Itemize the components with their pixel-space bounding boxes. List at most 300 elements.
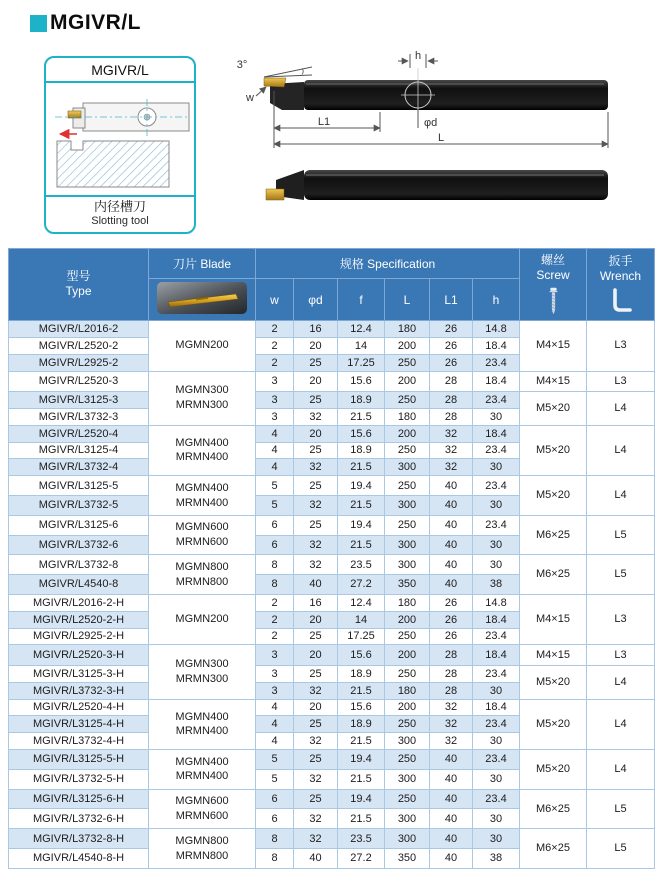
spec-cell: 6 [256,789,294,809]
tool-card-title: MGIVR/L [46,58,194,83]
spec-cell: 23.4 [473,628,520,645]
spec-cell: 25 [294,750,338,770]
screw-cell: M4×15 [520,645,587,665]
spec-cell: 32 [294,555,338,575]
table-row [9,425,655,442]
col-header-d: φd [294,279,338,321]
spec-cell: 4 [256,733,294,750]
type-cell: MGIVR/L3732-5 [9,496,149,516]
screw-cell: M5×20 [520,476,587,516]
type-header-cn: 型号 [66,269,91,284]
dimension-label-d: φd [424,117,438,129]
type-cell: MGIVR/L2520-4 [9,425,149,442]
spec-cell: 250 [385,515,430,535]
wrench-cell: L4 [587,425,655,476]
dimension-label-h: h [414,50,422,62]
type-cell: MGIVR/L4540-8 [9,575,149,595]
spec-cell: 3 [256,391,294,408]
table-row [9,645,655,665]
spec-cell: 300 [385,733,430,750]
spec-cell: 300 [385,459,430,476]
spec-cell: 6 [256,515,294,535]
col-header-h: h [473,279,520,321]
spec-cell: 30 [473,555,520,575]
type-cell: MGIVR/L3732-8 [9,555,149,575]
spec-table-body [9,321,655,869]
tool-card-figure [46,83,194,195]
spec-cell: 40 [430,789,473,809]
type-cell: MGIVR/L2520-3-H [9,645,149,665]
blade-cell: MGMN800 MRMN800 [149,555,256,595]
spec-cell: 23.4 [473,665,520,682]
screw-cell: M5×20 [520,665,587,699]
spec-cell: 180 [385,408,430,425]
spec-cell: 23.4 [473,391,520,408]
spec-cell: 20 [294,337,338,354]
type-cell: MGIVR/L3125-4 [9,442,149,459]
table-row [9,321,655,338]
spec-cell: 8 [256,555,294,575]
spec-cell: 20 [294,611,338,628]
spec-cell: 32 [430,733,473,750]
spec-cell: 23.4 [473,354,520,371]
col-header-blade: 刀片 Blade [149,249,256,279]
blade-cell: MGMN400 MRMN400 [149,476,256,516]
insert-gold-top [264,78,286,87]
spec-cell: 40 [430,575,473,595]
spec-cell: 27.2 [338,848,385,868]
screw-cell: M4×15 [520,371,587,391]
screw-icon [547,287,560,315]
blade-cell: MGMN600 MRMN600 [149,789,256,829]
spec-cell: 5 [256,496,294,516]
spec-cell: 26 [430,628,473,645]
caption-cn: 内径槽刀 [93,198,146,214]
type-cell: MGIVR/L3125-3-H [9,665,149,682]
spec-cell: 20 [294,699,338,716]
type-cell: MGIVR/L3125-6-H [9,789,149,809]
type-cell: MGIVR/L2520-2-H [9,611,149,628]
table-row [9,391,655,408]
spec-cell: 30 [473,829,520,849]
type-cell: MGIVR/L2925-2 [9,354,149,371]
spec-cell: 25 [294,442,338,459]
spec-cell: 40 [430,496,473,516]
spec-cell: 6 [256,535,294,555]
screw-cell: M6×25 [520,789,587,829]
wrench-cell: L4 [587,665,655,699]
type-cell: MGIVR/L3732-6-H [9,809,149,829]
type-header-en: Type [65,284,92,298]
spec-cell: 300 [385,496,430,516]
spec-cell: 25 [294,789,338,809]
spec-cell: 21.5 [338,535,385,555]
spec-cell: 40 [430,515,473,535]
spec-cell: 30 [473,809,520,829]
type-cell: MGIVR/L3732-8-H [9,829,149,849]
spec-cell: 32 [430,459,473,476]
dimension-label-L: L [437,132,445,144]
spec-cell: 250 [385,442,430,459]
spec-cell: 19.4 [338,789,385,809]
spec-cell: 200 [385,371,430,391]
spec-cell: 32 [430,716,473,733]
spec-cell: 4 [256,425,294,442]
spec-cell: 30 [473,408,520,425]
spec-cell: 26 [430,611,473,628]
spec-cell: 32 [294,829,338,849]
spec-cell: 18.9 [338,716,385,733]
spec-cell: 18.9 [338,442,385,459]
spec-cell: 18.4 [473,699,520,716]
spec-cell: 15.6 [338,371,385,391]
spec-cell: 20 [294,645,338,665]
type-cell: MGIVR/L3732-6 [9,535,149,555]
spec-cell: 350 [385,848,430,868]
spec-cell: 27.2 [338,575,385,595]
table-row [9,665,655,682]
spec-cell: 40 [430,848,473,868]
spec-cell: 4 [256,459,294,476]
type-cell: MGIVR/L3732-4-H [9,733,149,750]
spec-cell: 250 [385,354,430,371]
spec-cell: 180 [385,321,430,338]
spec-cell: 23.4 [473,789,520,809]
spec-cell: 40 [430,829,473,849]
spec-cell: 15.6 [338,699,385,716]
tool-drawing [212,46,654,244]
table-row [9,789,655,809]
spec-cell: 3 [256,682,294,699]
spec-cell: 28 [430,665,473,682]
type-cell: MGIVR/L2520-3 [9,371,149,391]
spec-cell: 2 [256,321,294,338]
spec-cell: 26 [430,594,473,611]
wrench-cell: L3 [587,321,655,372]
type-cell: MGIVR/L2016-2-H [9,594,149,611]
wrench-cell: L4 [587,699,655,750]
table-row [9,594,655,611]
col-header-L: L [385,279,430,321]
spec-cell: 25 [294,628,338,645]
spec-cell: 28 [430,371,473,391]
spec-cell: 32 [294,769,338,789]
spec-cell: 300 [385,809,430,829]
spec-cell: 3 [256,665,294,682]
spec-cell: 23.4 [473,442,520,459]
spec-cell: 32 [294,733,338,750]
spec-cell: 23.4 [473,716,520,733]
dimension-label-angle: 3° [236,59,248,71]
spec-cell: 200 [385,645,430,665]
spec-cell: 2 [256,594,294,611]
screw-cell: M5×20 [520,699,587,750]
workpiece-hatched [57,141,169,187]
spec-cell: 2 [256,337,294,354]
spec-cell: 15.6 [338,425,385,442]
spec-cell: 250 [385,665,430,682]
spec-cell: 250 [385,750,430,770]
type-cell: MGIVR/L3125-6 [9,515,149,535]
spec-cell: 23.5 [338,555,385,575]
spec-cell: 20 [294,371,338,391]
screw-cell: M5×20 [520,425,587,476]
spec-cell: 18.4 [473,645,520,665]
screw-cell: M4×15 [520,321,587,372]
spec-cell: 14 [338,611,385,628]
wrench-icon [609,288,633,314]
spec-cell: 16 [294,594,338,611]
blade-cell: MGMN300 MRMN300 [149,645,256,699]
slotting-diagram [47,87,193,191]
type-cell: MGIVR/L3732-3-H [9,682,149,699]
spec-cell: 25 [294,716,338,733]
screw-cell: M6×25 [520,829,587,869]
screw-cell: M6×25 [520,555,587,595]
spec-cell: 40 [430,750,473,770]
wrench-cell: L3 [587,594,655,645]
col-header-w: w [256,279,294,321]
spec-cell: 300 [385,555,430,575]
spec-cell: 18.4 [473,371,520,391]
blade-cell: MGMN600 MRMN600 [149,515,256,555]
spec-cell: 30 [473,496,520,516]
spec-cell: 21.5 [338,496,385,516]
spec-cell: 25 [294,515,338,535]
wrench-cell: L4 [587,391,655,425]
spec-cell: 21.5 [338,459,385,476]
spec-cell: 40 [294,575,338,595]
spec-cell: 30 [473,459,520,476]
screw-header-en: Screw [536,268,570,282]
type-cell: MGIVR/L3732-3 [9,408,149,425]
type-cell: MGIVR/L3125-5-H [9,750,149,770]
type-cell: MGIVR/L2925-2-H [9,628,149,645]
type-cell: MGIVR/L4540-8-H [9,848,149,868]
spec-cell: 180 [385,682,430,699]
spec-cell: 32 [430,699,473,716]
spec-cell: 200 [385,611,430,628]
spec-cell: 5 [256,476,294,496]
spec-cell: 32 [294,809,338,829]
spec-cell: 250 [385,789,430,809]
spec-cell: 18.4 [473,611,520,628]
blade-cell: MGMN400 MRMN400 [149,699,256,750]
table-row [9,829,655,849]
spec-cell: 350 [385,575,430,595]
wrench-header-cn: 扳手 [608,254,633,269]
spec-cell: 19.4 [338,515,385,535]
spec-cell: 19.4 [338,476,385,496]
page-title: MGIVR/L [50,11,141,34]
spec-cell: 250 [385,716,430,733]
spec-cell: 300 [385,829,430,849]
blade-cell: MGMN400 MRMN400 [149,425,256,476]
page-header [30,11,141,35]
spec-cell: 180 [385,594,430,611]
spec-cell: 23.4 [473,515,520,535]
spec-cell: 40 [430,555,473,575]
dimension-label-w: w [246,92,254,104]
spec-cell: 40 [430,476,473,496]
type-cell: MGIVR/L3732-4 [9,459,149,476]
spec-cell: 40 [430,769,473,789]
spec-cell: 25 [294,391,338,408]
spec-cell: 3 [256,645,294,665]
spec-cell: 28 [430,391,473,408]
spec-cell: 40 [294,848,338,868]
spec-cell: 32 [294,408,338,425]
wrench-cell: L5 [587,829,655,869]
blade-cell: MGMN300 MRMN300 [149,371,256,425]
spec-cell: 32 [294,459,338,476]
spec-cell: 32 [294,496,338,516]
type-cell: MGIVR/L3732-5-H [9,769,149,789]
table-row [9,515,655,535]
col-header-f: f [338,279,385,321]
spec-cell: 21.5 [338,769,385,789]
col-header-screw [520,249,587,321]
spec-cell: 28 [430,408,473,425]
spec-cell: 5 [256,750,294,770]
spec-cell: 200 [385,425,430,442]
spec-cell: 300 [385,769,430,789]
spec-cell: 300 [385,535,430,555]
spec-cell: 4 [256,699,294,716]
spec-cell: 4 [256,442,294,459]
spec-cell: 32 [430,442,473,459]
screw-header-cn: 螺丝 [540,253,565,268]
spec-cell: 6 [256,809,294,829]
header-row-1 [9,249,655,279]
wrench-cell: L3 [587,645,655,665]
screw-cell: M5×20 [520,391,587,425]
wrench-header-en: Wrench [599,269,642,283]
screw-cell: M5×20 [520,750,587,790]
type-cell: MGIVR/L2016-2 [9,321,149,338]
spec-cell: 200 [385,337,430,354]
spec-cell: 5 [256,769,294,789]
type-cell: MGIVR/L2520-2 [9,337,149,354]
spec-cell: 14 [338,337,385,354]
table-row [9,699,655,716]
spec-cell: 28 [430,645,473,665]
spec-cell: 2 [256,611,294,628]
spec-cell: 23.4 [473,476,520,496]
type-cell: MGIVR/L3125-5 [9,476,149,496]
spec-cell: 18.9 [338,665,385,682]
spec-cell: 8 [256,829,294,849]
caption-en: Slotting tool [91,214,149,227]
spec-cell: 12.4 [338,321,385,338]
tool-card [44,56,196,234]
dimension-label-L1: L1 [317,116,331,128]
col-header-L1: L1 [430,279,473,321]
technical-drawings [212,46,654,249]
table-row [9,371,655,391]
spec-cell: 17.25 [338,354,385,371]
wrench-cell: L4 [587,750,655,790]
spec-cell: 40 [430,535,473,555]
brand-square-icon [30,15,47,32]
spec-cell: 8 [256,848,294,868]
spec-cell: 18.4 [473,425,520,442]
spec-cell: 17.25 [338,628,385,645]
spec-cell: 25 [294,476,338,496]
blade-cell: MGMN200 [149,321,256,372]
spec-cell: 38 [473,575,520,595]
spec-cell: 15.6 [338,645,385,665]
spec-cell: 19.4 [338,750,385,770]
table-row [9,555,655,575]
spec-cell: 8 [256,575,294,595]
spec-cell: 250 [385,628,430,645]
spec-cell: 21.5 [338,682,385,699]
spec-cell: 21.5 [338,408,385,425]
spec-cell: 30 [473,769,520,789]
spec-cell: 28 [430,682,473,699]
blade-photo-cell [149,279,256,321]
spec-cell: 30 [473,535,520,555]
wrench-cell: L4 [587,476,655,516]
tool-card-caption [46,195,194,232]
type-cell: MGIVR/L3125-4-H [9,716,149,733]
spec-cell: 32 [430,425,473,442]
spec-cell: 26 [430,337,473,354]
blade-cell: MGMN800 MRMN800 [149,829,256,869]
spec-cell: 30 [473,682,520,699]
spec-cell: 38 [473,848,520,868]
insert-gold-bottom [266,189,284,200]
col-header-wrench [587,249,655,321]
screw-cell: M6×25 [520,515,587,555]
col-header-spec: 规格 Specification [256,249,520,279]
spec-cell: 32 [294,682,338,699]
spec-cell: 16 [294,321,338,338]
spec-cell: 26 [430,321,473,338]
spec-cell: 14.8 [473,321,520,338]
spec-cell: 26 [430,354,473,371]
table-row [9,750,655,770]
spec-cell: 21.5 [338,809,385,829]
blade-cell: MGMN200 [149,594,256,645]
spec-cell: 200 [385,699,430,716]
spec-cell: 40 [430,809,473,829]
wrench-cell: L5 [587,555,655,595]
spec-cell: 3 [256,371,294,391]
type-cell: MGIVR/L3125-3 [9,391,149,408]
spec-cell: 30 [473,733,520,750]
spec-cell: 250 [385,476,430,496]
spec-cell: 18.4 [473,337,520,354]
wrench-cell: L5 [587,789,655,829]
spec-cell: 25 [294,354,338,371]
type-cell: MGIVR/L2520-4-H [9,699,149,716]
spec-cell: 14.8 [473,594,520,611]
spec-cell: 25 [294,665,338,682]
col-header-type [9,249,149,321]
spec-cell: 3 [256,408,294,425]
wrench-cell: L5 [587,515,655,555]
spec-cell: 23.5 [338,829,385,849]
spec-cell: 32 [294,535,338,555]
wrench-cell: L3 [587,371,655,391]
blade-cell: MGMN400 MRMN400 [149,750,256,790]
spec-cell: 4 [256,716,294,733]
spec-cell: 2 [256,628,294,645]
screw-cell: M4×15 [520,594,587,645]
blade-photo [156,281,248,315]
